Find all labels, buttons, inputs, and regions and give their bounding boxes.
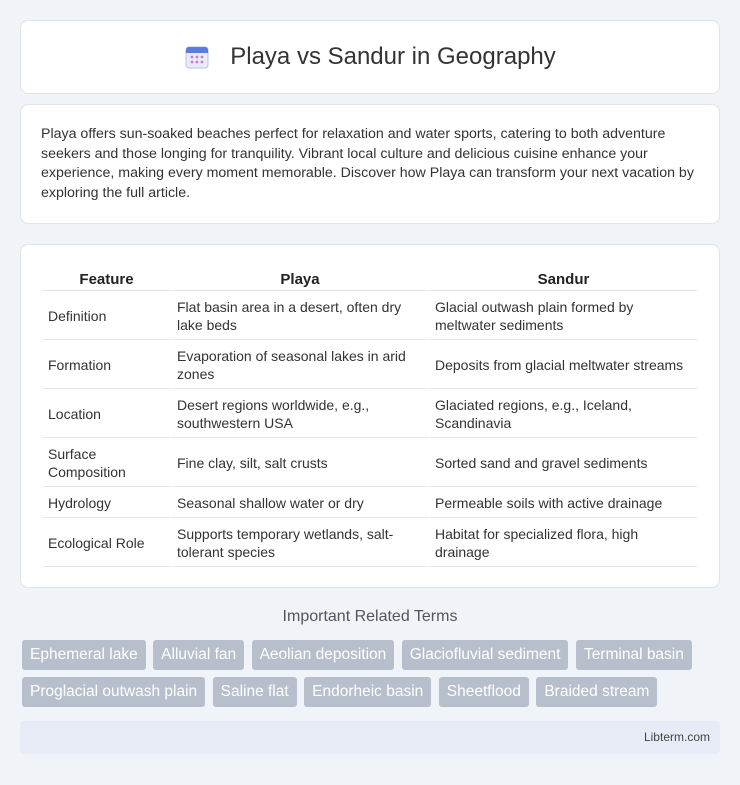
related-term-tag[interactable]: Proglacial outwash plain	[22, 677, 205, 707]
related-terms-list	[22, 640, 722, 714]
related-term-tag[interactable]: Endorheic basin	[304, 677, 431, 707]
comparison-table-card	[20, 244, 720, 588]
row-feature: Formation	[43, 342, 170, 389]
related-terms-title: Important Related Terms	[282, 608, 458, 625]
related-term-tag[interactable]: Ephemeral lake	[22, 640, 146, 670]
calendar-icon	[184, 44, 210, 70]
row-feature: Ecological Role	[43, 520, 170, 567]
row-playa: Supports temporary wetlands, salt-tolerant species	[172, 520, 428, 567]
header-sandur: Sandur	[430, 268, 697, 291]
table-row	[43, 440, 697, 487]
footer-site-link[interactable]: Libterm.com	[643, 730, 710, 744]
row-feature: Location	[43, 391, 170, 438]
related-term-tag[interactable]: Glaciofluvial sediment	[402, 640, 569, 670]
row-sandur: Deposits from glacial meltwater streams	[430, 342, 697, 389]
table-row	[43, 342, 697, 389]
row-feature: Hydrology	[43, 489, 170, 518]
related-term-tag[interactable]: Saline flat	[213, 677, 297, 707]
row-playa: Flat basin area in a desert, often dry lake beds	[172, 293, 428, 340]
table-row	[43, 489, 697, 518]
page-title: Playa vs Sandur in Geography	[230, 43, 556, 70]
header-card	[20, 20, 720, 94]
row-sandur: Habitat for specialized flora, high drainage	[430, 520, 697, 567]
row-playa: Seasonal shallow water or dry	[172, 489, 428, 518]
table-row	[43, 293, 697, 340]
row-sandur: Permeable soils with active drainage	[430, 489, 697, 518]
table-row	[43, 520, 697, 567]
row-playa: Fine clay, silt, salt crusts	[172, 440, 428, 487]
table-row	[43, 391, 697, 438]
intro-card	[20, 104, 720, 224]
row-playa: Desert regions worldwide, e.g., southwestern USA	[172, 391, 428, 438]
comparison-table	[41, 266, 699, 569]
related-term-tag[interactable]: Terminal basin	[576, 640, 692, 670]
row-feature: Surface Composition	[43, 440, 170, 487]
header-feature: Feature	[43, 268, 170, 291]
intro-text: Playa offers sun-soaked beaches perfect for relaxation and water sports, catering to both adventure seekers and those longing for tranquility. Vibrant local culture and delicious cuisine enhance your experience, making every moment memorable. Discover how Playa can transform your next vacation by exploring the full article.	[41, 126, 694, 201]
footer	[20, 721, 720, 754]
related-term-tag[interactable]: Aeolian deposition	[252, 640, 395, 670]
row-feature: Definition	[43, 293, 170, 340]
related-term-tag[interactable]: Sheetflood	[439, 677, 529, 707]
related-term-tag[interactable]: Alluvial fan	[153, 640, 244, 670]
row-sandur: Glacial outwash plain formed by meltwater sediments	[430, 293, 697, 340]
header-playa: Playa	[172, 268, 428, 291]
row-sandur: Glaciated regions, e.g., Iceland, Scandinavia	[430, 391, 697, 438]
row-sandur: Sorted sand and gravel sediments	[430, 440, 697, 487]
related-term-tag[interactable]: Braided stream	[536, 677, 657, 707]
row-playa: Evaporation of seasonal lakes in arid zones	[172, 342, 428, 389]
